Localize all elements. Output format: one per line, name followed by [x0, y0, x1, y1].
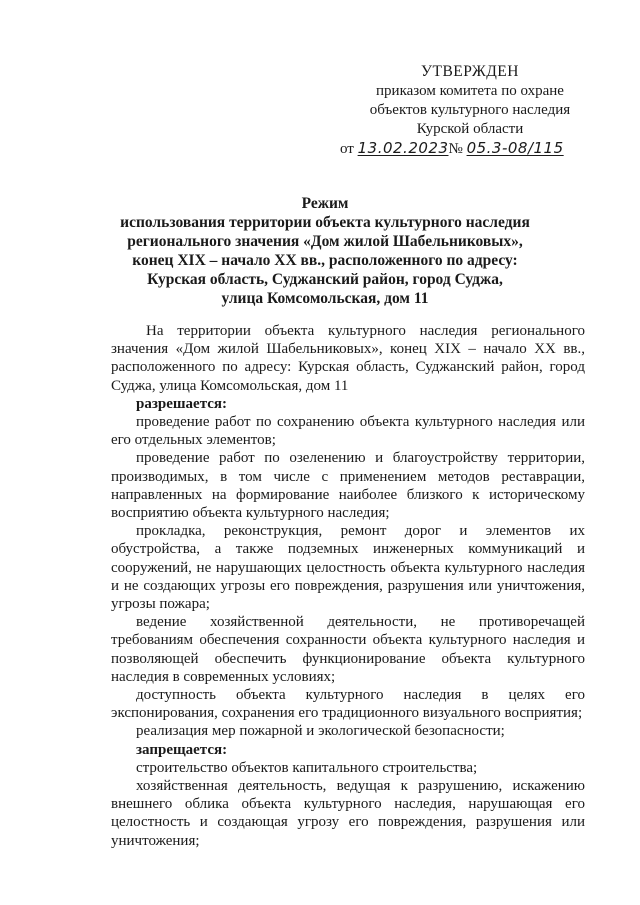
approval-line-1: приказом комитета по охране — [376, 83, 564, 99]
heading-line-3: регионального значения «Дом жилой Шабельниковых», — [127, 233, 523, 250]
heading-line-5: Курская область, Суджанский район, город Суджа, — [147, 271, 503, 288]
order-number: 05.3-08/115 — [466, 139, 564, 157]
approval-stamp-block — [330, 62, 610, 159]
allowed-item-3: прокладка, реконструкция, ремонт дорог и элементов их обустройства, а также подземных инженерных коммуникаций и сооружений, не нарушающих целостность объекта культурного наследия и не создающих угрозы его повреждения, разрушения или уничтожения, угрозы пожара; — [111, 523, 585, 613]
heading-line-6: улица Комсомольская, дом 11 — [221, 290, 429, 307]
heading-line-2: использования территории объекта культурного наследия — [120, 214, 530, 231]
heading-line-4: конец XIX – начало XX вв., расположенного по адресу: — [132, 252, 518, 269]
allowed-label: разрешается: — [136, 395, 228, 412]
order-number-sign: № — [448, 141, 463, 157]
approval-line-3: Курской области — [416, 121, 524, 137]
order-prefix: от — [340, 141, 354, 157]
order-date: 13.02.2023 — [357, 139, 449, 157]
order-reference — [330, 139, 610, 159]
intro-paragraph: На территории объекта культурного наследия регионального значения «Дом жилой Шабельниковых», конец XIX – начало XX вв., расположенного по адресу: Курская область, Суджанский район, город Суджа, улица Комсомольская, дом 11 — [111, 323, 585, 394]
document-body — [111, 322, 585, 850]
forbidden-label: запрещается: — [136, 741, 228, 758]
allowed-item-1: проведение работ по сохранению объекта культурного наследия или его отдельных элементов; — [111, 414, 585, 449]
allowed-item-4: ведение хозяйственной деятельности, не противоречащей требованиям обеспечения сохранности объекта культурного наследия и позволяющей обеспечить функционирование объекта культурного наследия в современных условиях; — [111, 614, 585, 685]
allowed-item-6: реализация мер пожарной и экологической безопасности; — [136, 723, 505, 740]
document-heading — [110, 194, 540, 308]
approval-line-2: объектов культурного наследия — [369, 102, 571, 118]
allowed-item-2: проведение работ по озеленению и благоустройству территории, производимых, в том числе с применением методов реставрации, направленных на формирование наиболее близкого к историческому восприятию объекта культурного наследия; — [111, 450, 585, 522]
forbidden-item-2: хозяйственная деятельность, ведущая к разрушению, искажению внешнего облика объекта культурного наследия, нарушающая его целостность и создающая угрозу его повреждения, разрушения или уничтожения; — [111, 778, 585, 849]
forbidden-item-1: строительство объектов капитального строительства; — [136, 759, 478, 776]
heading-line-1: Режим — [301, 195, 349, 212]
approval-title: УТВЕРЖДЕН — [421, 63, 519, 80]
allowed-item-5: доступность объекта культурного наследия в целях его экспонирования, сохранения его традиционного визуального восприятия; — [111, 687, 585, 722]
